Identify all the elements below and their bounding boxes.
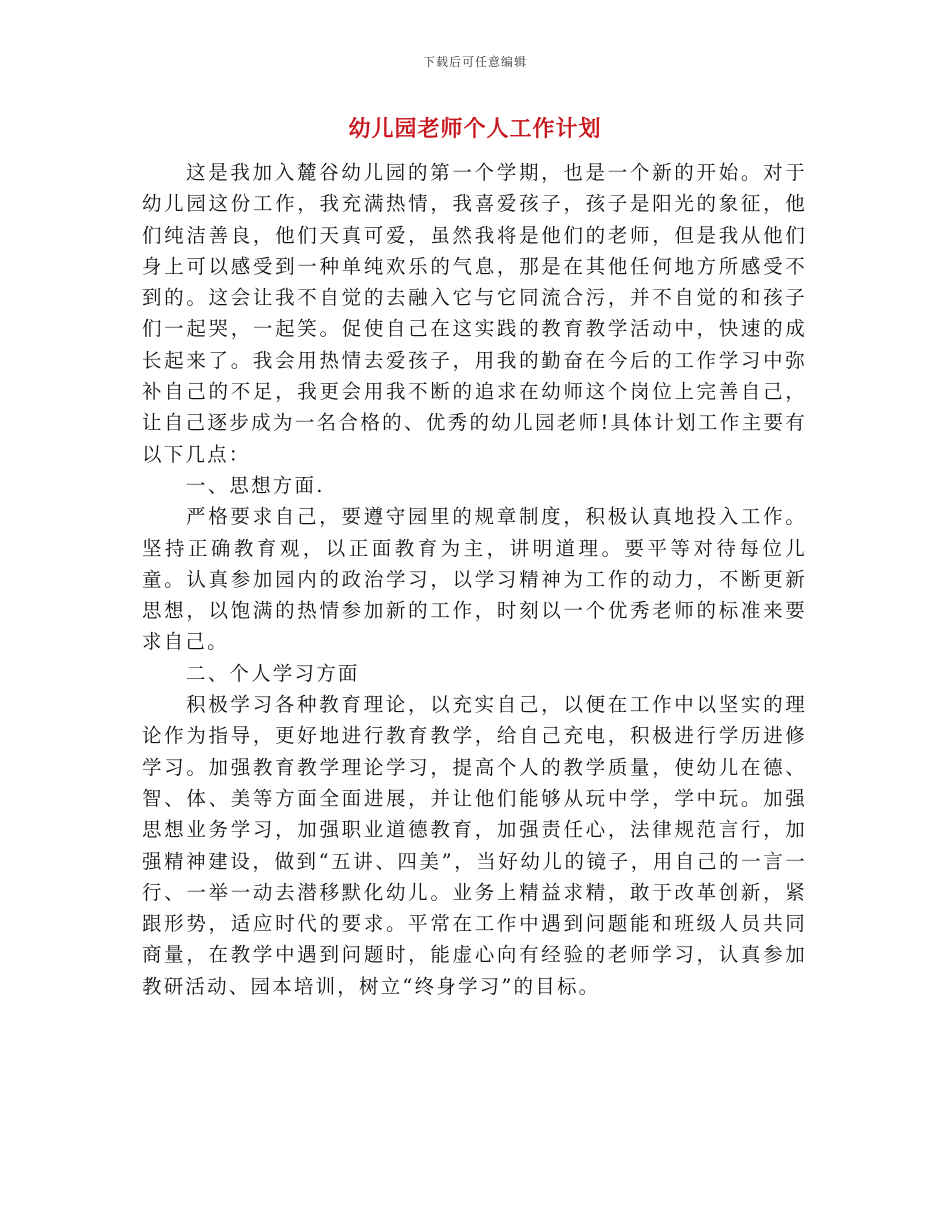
intro-paragraph: 这是我加入麓谷幼儿园的第一个学期，也是一个新的开始。对于幼儿园这份工作，我充满热情，我喜爱孩子，孩子是阳光的象征，他们纯洁善良，他们天真可爱，虽然我将是他们的老师，但是我从他们身上可以感受到一种单纯欢乐的气息，那是在其他任何地方所感受不到的。这会让我不自觉的去融入它与它同流合污，并不自觉的和孩子们一起哭，一起笑。促使自己在这实践的教育教学活动中，快速的成长起来了。我会用热情去爱孩子，用我的勤奋在今后的工作学习中弥补自己的不足，我更会用我不断的追求在幼师这个岗位上完善自己，让自己逐步成为一名合格的、优秀的幼儿园老师!具体计划工作主要有以下几点： xyxy=(142,161,807,466)
section-heading-thought: 一、思想方面. xyxy=(186,473,325,497)
thought-paragraph: 严格要求自己，要遵守园里的规章制度，积极认真地投入工作。坚持正确教育观，以正面教育为主，讲明道理。要平等对待每位儿童。认真参加园内的政治学习，以学习精神为工作的动力，不断更新思想，以饱满的热情参加新的工作，时刻以一个优秀老师的标准来要求自己。 xyxy=(142,505,807,654)
document-title: 幼儿园老师个人工作计划 xyxy=(348,116,602,142)
document-body xyxy=(142,157,807,1002)
study-paragraph: 积极学习各种教育理论，以充实自己，以便在工作中以坚实的理论作为指导，更好地进行教育教学，给自己充电，积极进行学历进修学习。加强教育教学理论学习，提高个人的教学质量，使幼儿在德、智、体、美等方面全面进展，并让他们能够从玩中学，学中玩。加强思想业务学习，加强职业道德教育，加强责任心，法律规范言行，加强精神建设，做到“五讲、四美”，当好幼儿的镜子，用自己的一言一行、一举一动去潜移默化幼儿。业务上精益求精，敢于改革创新，紧跟形势，适应时代的要求。平常在工作中遇到问题能和班级人员共同商量，在教学中遇到问题时，能虚心向有经验的老师学习，认真参加教研活动、园本培训，树立“终身学习”的目标。 xyxy=(142,693,807,998)
section-heading-study: 二、个人学习方面 xyxy=(186,661,360,685)
header-note: 下载后可任意编辑 xyxy=(422,55,527,69)
